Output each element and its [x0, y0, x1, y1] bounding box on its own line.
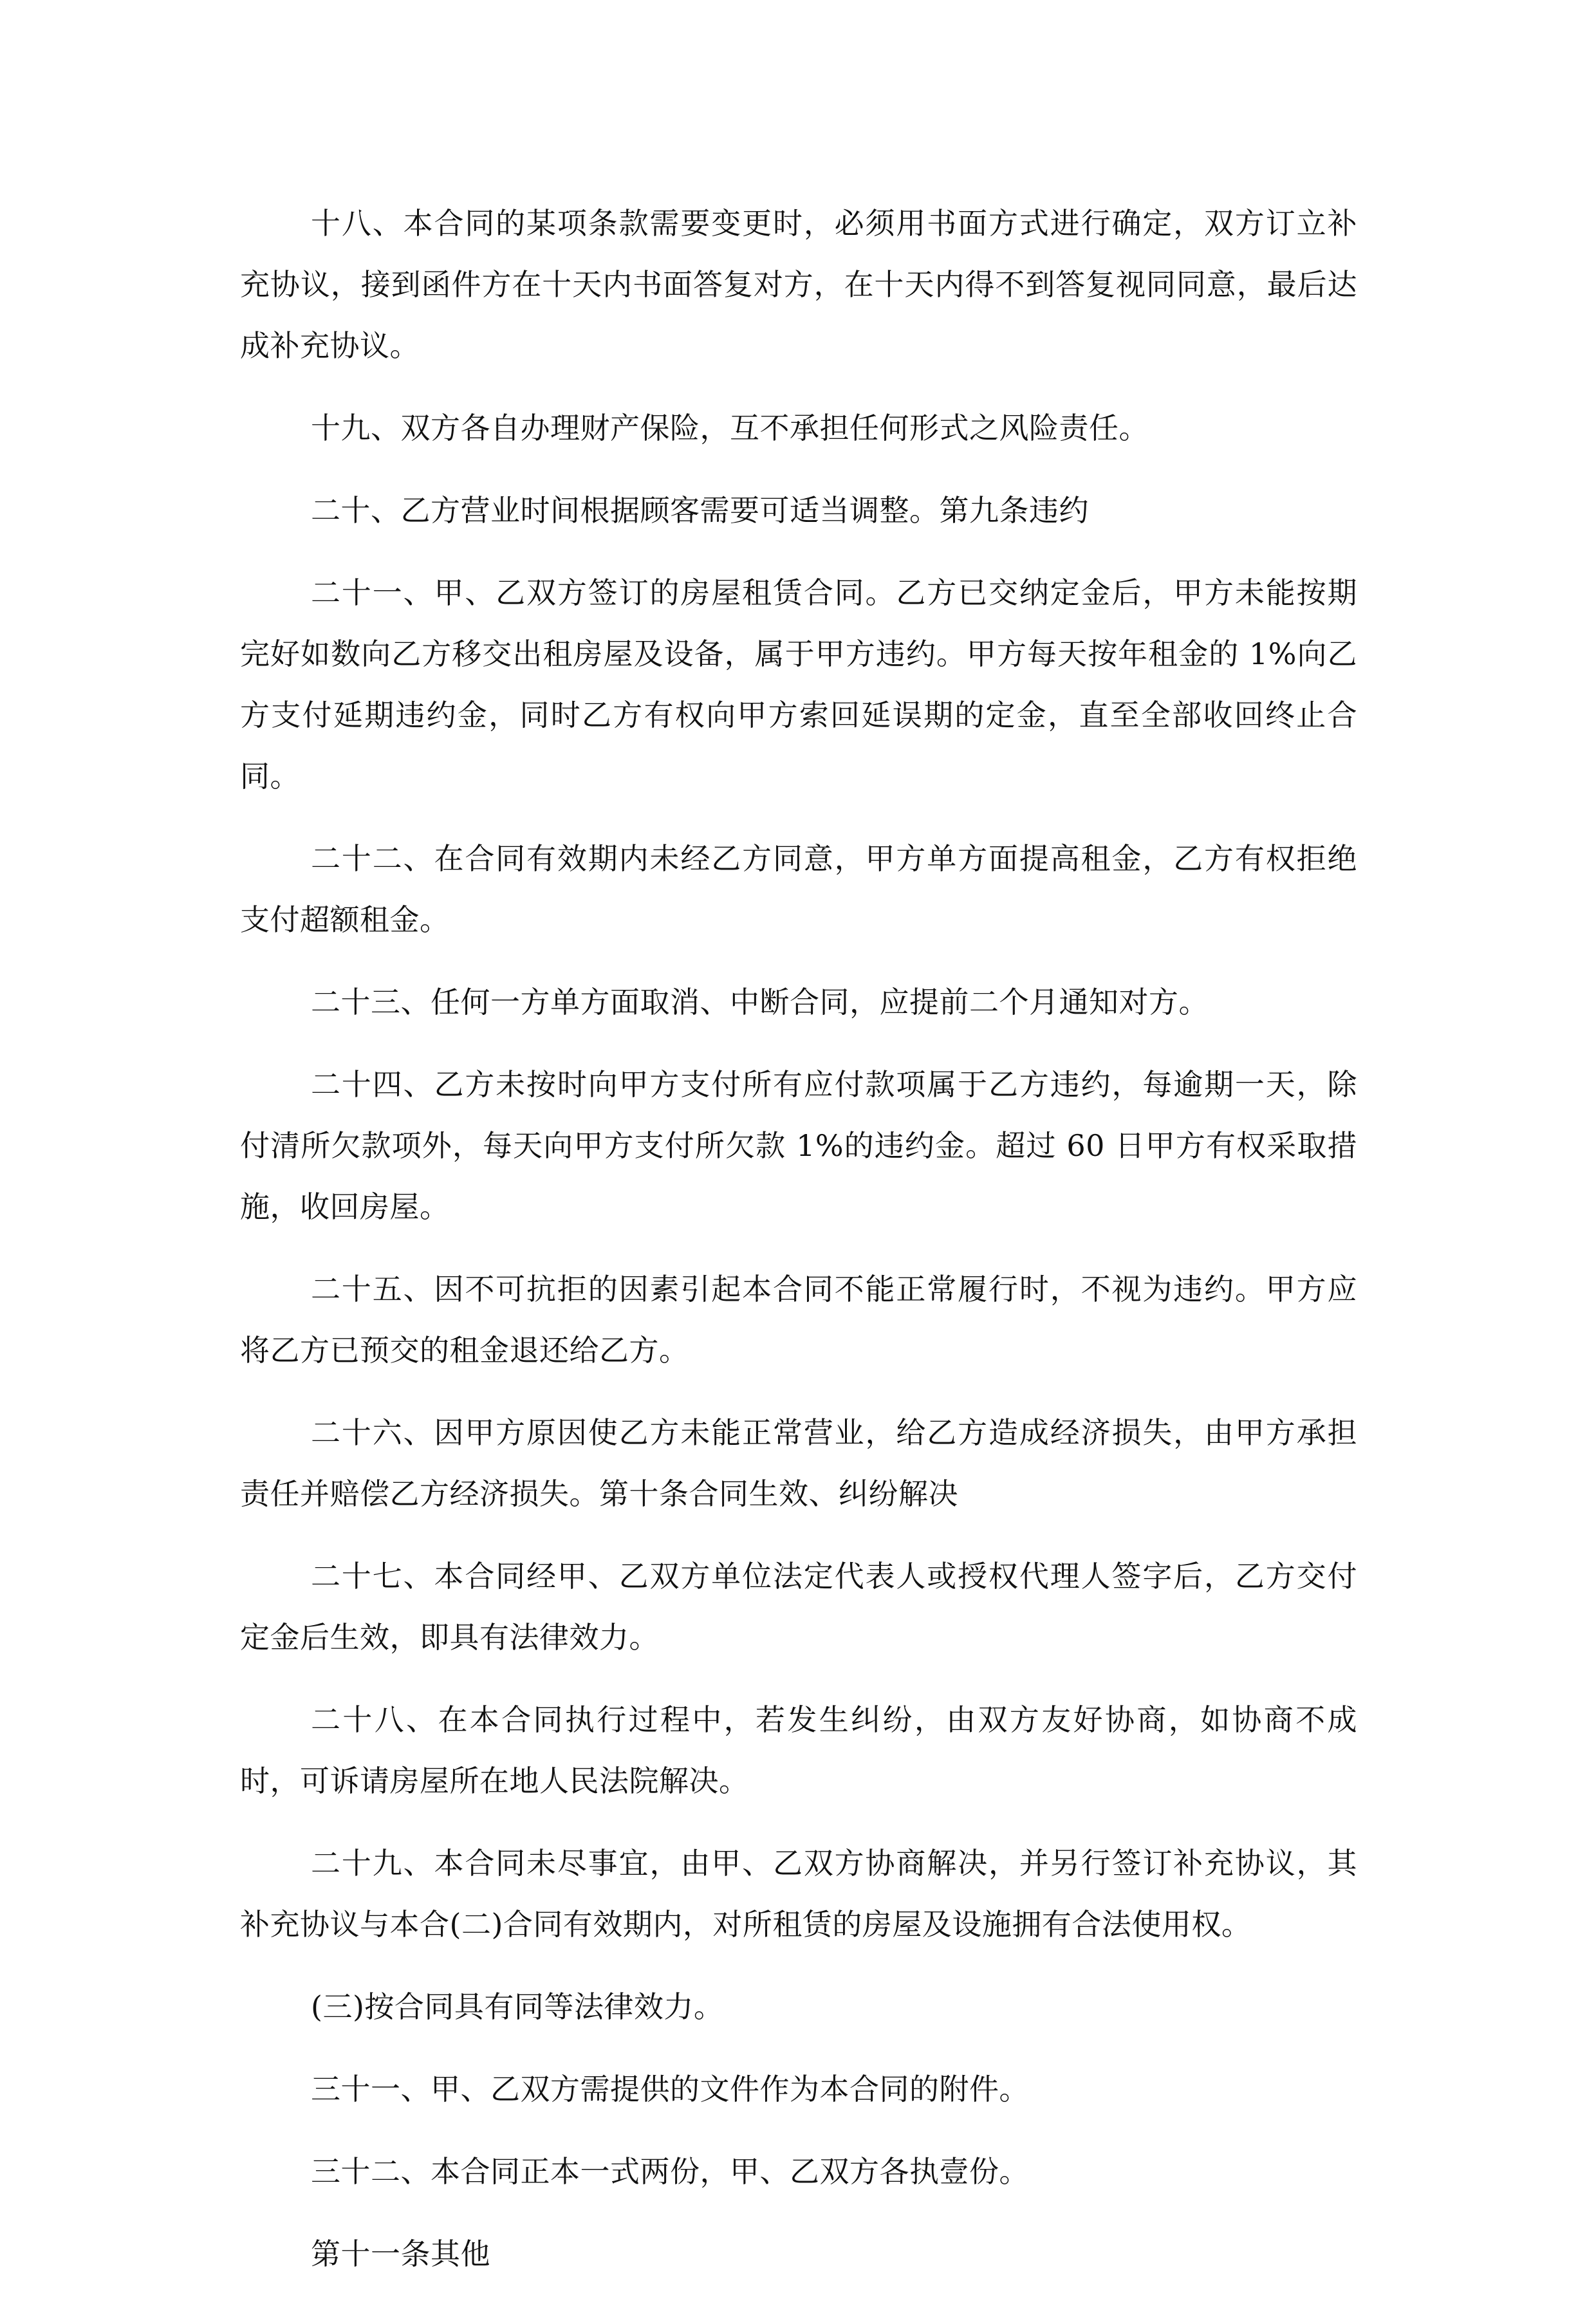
clause-27-paragraph: 二十七、本合同经甲、乙双方单位法定代表人或授权代理人签字后，乙方交付定金后生效，即具有法律效力。 — [240, 1559, 1357, 1655]
clause-19-paragraph: 十九、双方各自办理财产保险，互不承担任何形式之风险责任。 — [311, 411, 1149, 445]
clause-21-paragraph: 二十一、甲、乙双方签订的房屋租赁合同。乙方已交纳定金后，甲方未能按期完好如数向乙方移交出租房屋及设备，属于甲方违约。甲方每天按年租金的 1%向乙方支付延期违约金，同时乙方有权向甲方索回延误期的定金，直至全部收回终止合同。 — [240, 575, 1357, 794]
clause-25-paragraph: 二十五、因不可抗拒的因素引起本合同不能正常履行时，不视为违约。甲方应将乙方已预交的租金退还给乙方。 — [240, 1272, 1357, 1368]
clause-29-paragraph: 二十九、本合同未尽事宜，由甲、乙双方协商解决，并另行签订补充协议，其补充协议与本合(二)合同有效期内，对所租赁的房屋及设施拥有合法使用权。 — [240, 1846, 1357, 1942]
clause-28-paragraph: 二十八、在本合同执行过程中，若发生纠纷，由双方友好协商，如协商不成时，可诉请房屋所在地人民法院解决。 — [240, 1702, 1357, 1798]
article-11-heading: 第十一条其他 — [311, 2236, 490, 2271]
clause-24-paragraph: 二十四、乙方未按时向甲方支付所有应付款项属于乙方违约，每逾期一天，除付清所欠款项外，每天向甲方支付所欠款 1%的违约金。超过 60 日甲方有权采取措施，收回房屋。 — [240, 1067, 1357, 1224]
clause-item-3-paragraph: (三)按合同具有同等法律效力。 — [311, 1989, 724, 2024]
clause-20-paragraph: 二十、乙方营业时间根据顾客需要可适当调整。第九条违约 — [311, 493, 1089, 528]
document-body — [240, 193, 1357, 2306]
clause-32-paragraph: 三十二、本合同正本一式两份，甲、乙双方各执壹份。 — [311, 2154, 1029, 2189]
clause-31-paragraph: 三十一、甲、乙双方需提供的文件作为本合同的附件。 — [311, 2072, 1029, 2106]
clause-22-paragraph: 二十二、在合同有效期内未经乙方同意，甲方单方面提高租金，乙方有权拒绝支付超额租金。 — [240, 841, 1357, 937]
clause-26-paragraph: 二十六、因甲方原因使乙方未能正常营业，给乙方造成经济损失，由甲方承担责任并赔偿乙方经济损失。第十条合同生效、纠纷解决 — [240, 1415, 1357, 1511]
clause-23-paragraph: 二十三、任何一方单方面取消、中断合同，应提前二个月通知对方。 — [311, 985, 1209, 1019]
clause-18-paragraph: 十八、本合同的某项条款需要变更时，必须用书面方式进行确定，双方订立补充协议，接到函件方在十天内书面答复对方，在十天内得不到答复视同同意，最后达成补充协议。 — [240, 206, 1357, 363]
